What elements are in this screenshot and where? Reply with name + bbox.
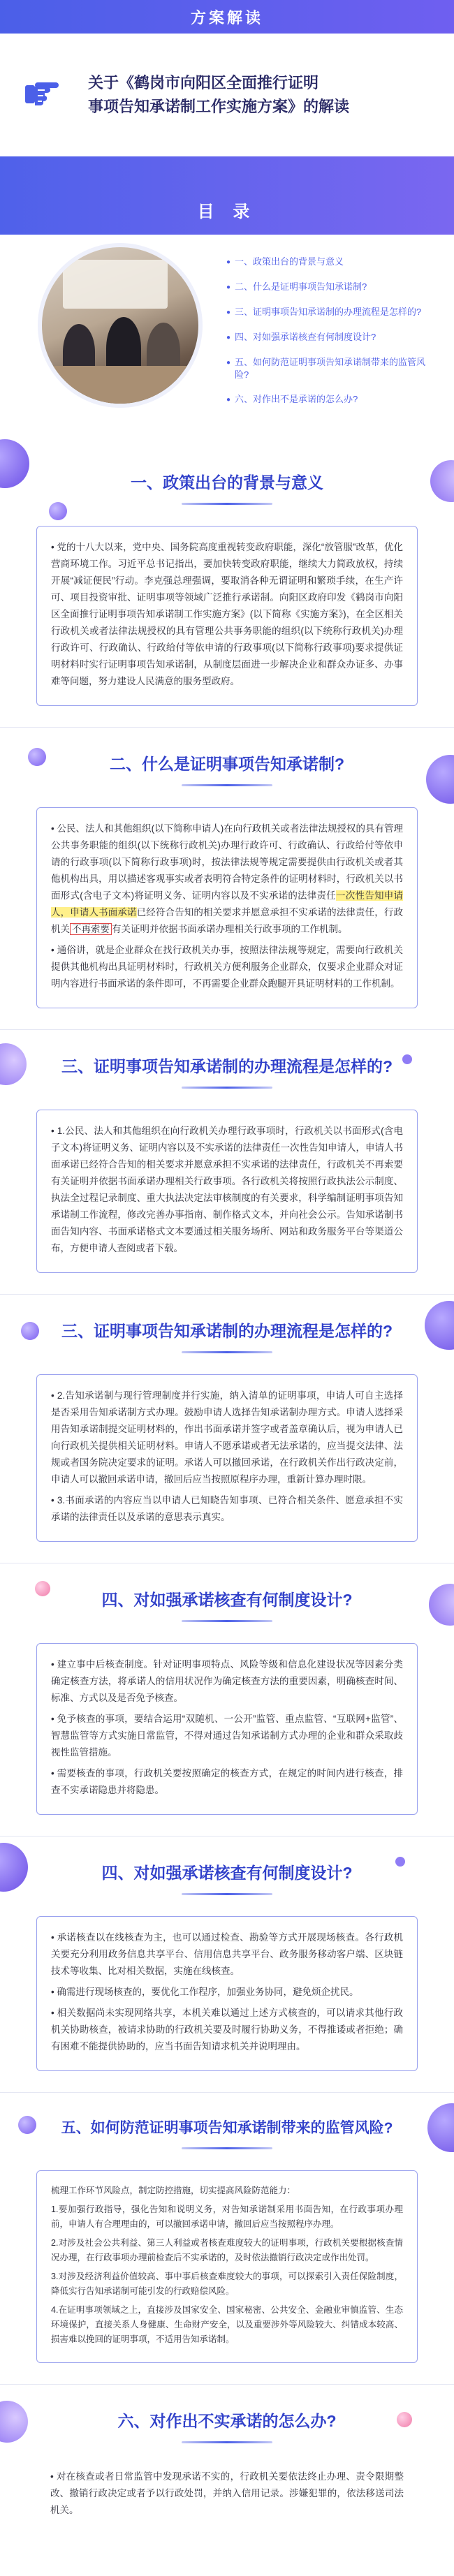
toc-item[interactable]: ● 六、对作出不是承诺的怎么办? — [226, 393, 426, 406]
toc — [0, 235, 454, 446]
section-3 — [0, 1029, 454, 1273]
section-title: 五、如何防范证明事项告知承诺制带来的监管风险? — [0, 2093, 454, 2163]
paragraph: • 确需进行现场核查的，要优化工作程序，加强业务协同，避免烦企扰民。 — [51, 1987, 359, 1997]
toc-item[interactable]: ● 四、对如强承诺核查有何制度设计? — [226, 331, 426, 344]
section-1 — [0, 446, 454, 706]
top-banner — [0, 0, 454, 34]
paragraph: • 需要核查的事项，行政机关要按照确定的核查方式，在规定的时间内进行核查，排查不实承诺隐患并将隐患。 — [51, 1768, 404, 1795]
paragraph: 4.在证明事项领域之上，直接涉及国家安全、国家秘密、公共安全、金融业审慎监管、生态环境保护，直接关系人身健康、生命财产安全，以及重要涉外等风险较大、纠错成本较高、损害难以挽回的证明事项，不适用告知承诺制。 — [51, 2305, 403, 2344]
bullet-icon: ● — [226, 334, 231, 341]
paragraph: • 建立事中后核查制度。针对证明事项特点、风险等级和信息化建设状况等因素分类确定核查方法，将承诺人的信用状况作为确定核查方法的重要因素，明确核查时间、标准、方式以及是否免予核查。 — [51, 1659, 404, 1703]
headline-line-1: 关于《鹤岗市向阳区全面推行证明 — [88, 74, 319, 91]
pointing-hand-icon — [21, 71, 60, 110]
paragraph: • 公民、法人和其他组织(以下简称申请人)在向行政机关或者法律法规授权的具有管理公共事务职能的组织(以下统称行政机关)办理行政许可、行政确认、行政给付等依申请的行政事项(以下简称行政事项)时，按法律法规等规定需要提供由行政机关或者其他机构出具，用以描述客观事实或者表明符合特定条件的证明材料时，行政机关以书面形式(含电子文本)将证明义务、证明内容以及不实承诺的法律责任一次性告知申请人，申请人书面承诺已经符合告知的相关要求并愿意承担不实承诺的法律责任，行政机关 不再索要 有关证明并依据书面承诺办理相关行政事项的工作机制。 — [51, 823, 403, 934]
paragraph: • 3.书面承诺的内容应当以申请人已知晓告知事项、已符合相关条件、愿意承担不实承诺的法律责任以及承诺的意思表示真实。 — [51, 1495, 403, 1522]
section-title: 三、证明事项告知承诺制的办理流程是怎样的? — [0, 1295, 454, 1367]
section-title: 六、对作出不实承诺的怎么办? — [0, 2385, 454, 2457]
section-5 — [0, 2092, 454, 2363]
bullet-icon: ● — [226, 396, 231, 404]
banner-title: 方案解读 — [190, 8, 263, 27]
bullet-icon: ● — [226, 359, 231, 367]
toc-item[interactable]: ● 五、如何防范证明事项告知承诺制带来的监管风险? — [226, 357, 426, 380]
section-content — [36, 1374, 418, 1542]
section-title: 一、政策出台的背景与意义 — [0, 446, 454, 519]
section-content — [36, 526, 418, 706]
section-content — [36, 1643, 418, 1815]
bullet-icon: ● — [226, 258, 231, 266]
meeting-photo — [42, 247, 198, 404]
section-title: 四、对如强承诺核查有何制度设计? — [0, 1563, 454, 1636]
section-content — [36, 2170, 418, 2363]
paragraph: • 相关数据尚未实现网络共享，本机关难以通过上述方式核查的，可以请求其他行政机关协助核查，被请求协助的行政机关要及时履行协助义务，不得推诿或者拒绝；确有困难不能提供协助的，应当书面告知请求机关并说明理由。 — [51, 2008, 404, 2052]
toc-item[interactable]: ● 二、什么是证明事项告知承诺制? — [226, 281, 426, 294]
headline-line-2: 事项告知承诺制工作实施方案》的解读 — [88, 98, 350, 115]
paragraph: • 党的十八大以来，党中央、国务院高度重视转变政府职能，深化“放管服”改革，优化营商环境工作。习近平总书记指出，要加快转变政府职能，继续大力简政放权，持续开展“减证便民”行动。李克强总理强调，要取消各种无谓证明和繁琐手续，在生产许可、项目投资审批、证明事项等领域广泛推行承诺制。向阳区政府印发《鹤岗市向阳区全面推行证明事项告知承诺制工作实施方案》(以下简称《实施方案》)，在全区相关行政机关或者法律法规授权的具有管理公共事务职能的组织(以下统称行政机关)办理行政许可、行政确认、行政给付等依申请的行政事项(以下简称行政事项)要求提供证明材料时实行证明事项告知承诺制，从制度层面进一步解决企业和群众办证多、办事难等问题，努力建设人民满意的服务型政府。 — [51, 542, 403, 686]
paragraph: 1.要加强行政指导，强化告知和说明义务，对告知承诺制采用书面告知，在行政事项办理前，申请人有合理理由的，可以撤回承诺申请，撤回后应当按照程序办理。 — [51, 2205, 403, 2229]
bullet-icon: ● — [226, 309, 231, 316]
section-content — [36, 807, 418, 1008]
section-content — [36, 2464, 418, 2534]
headline — [0, 34, 454, 147]
section-title: 四、对如强承诺核查有何制度设计? — [0, 1837, 454, 1909]
section-title: 三、证明事项告知承诺制的办理流程是怎样的? — [0, 1030, 454, 1103]
toc-band — [0, 156, 454, 235]
paragraph: 3.对涉及经济利益价值较高、事中事后核查难度较大的事项，可以探索引入责任保险制度，降低实行告知承诺制可能引发的行政赔偿风险。 — [51, 2272, 403, 2296]
bullet-icon: ● — [226, 284, 231, 291]
paragraph: • 免予核查的事项，要结合运用“双随机、一公开”监管、重点监管、“互联网+监管”、智慧监管等方式实施日常监管，不得对通过告知承诺制方式办理的企业和群众采取歧视性监管措施。 — [51, 1714, 403, 1758]
paragraph: 2.对涉及社会公共利益、第三人利益或者核查难度较大的证明事项，行政机关要根据核查情况办理，在行政事项办理前检查后不实承诺的，及时依法撤销行政决定或作出处罚。 — [51, 2238, 403, 2262]
section-4 — [0, 1563, 454, 1815]
section-6 — [0, 2384, 454, 2534]
section-4b — [0, 1836, 454, 2071]
paragraph: • 承诺核查以在线核查为主，也可以通过检查、勘验等方式开展现场核查。各行政机关要充分利用政务信息共享平台、信用信息共享平台、政务服务移动客户端、区块链技术等收集、比对相关数据，实施在线核查。 — [51, 1932, 404, 1976]
toc-item[interactable]: ● 三、证明事项告知承诺制的办理流程是怎样的? — [226, 306, 426, 319]
toc-item[interactable]: ● 一、政策出台的背景与意义 — [226, 256, 426, 269]
section-2 — [0, 727, 454, 1008]
paragraph: 梳理工作环节风险点，制定防控措施，切实提高风险防范能力： — [51, 2186, 296, 2195]
toc-list — [226, 253, 426, 418]
paragraph: • 1.公民、法人和其他组织在向行政机关办理行政事项时，行政机关以书面形式(含电子文本)将证明义务、证明内容以及不实承诺的法律责任一次性告知申请人，申请人书面承诺已经符合告知的相关要求并愿意承担不实承诺的法律责任，行政机关不再索要有关证明并依据书面承诺办理相关行政事项。各行政机关将按照行政执法公示制度、执法全过程记录制度、重大执法决定法审核制度的有关要求，科学编制证明事项告知承诺制工作流程，修改完善办事指南、制作格式文本，并向社会公示。告知承诺制书面告知内容、书面承诺格式文本要通过相关服务场所、网站和政务服务平台等渠道公布，方便申请人查阅或者下载。 — [51, 1126, 403, 1253]
section-3b — [0, 1294, 454, 1542]
paragraph: • 对在核查或者日常监管中发现承诺不实的，行政机关要依法终止办理、责令限期整改、撤销行政决定或者予以行政处罚，并纳入信用记录。涉嫌犯罪的，依法移送司法机关。 — [50, 2471, 404, 2515]
section-title: 二、什么是证明事项告知承诺制? — [0, 728, 454, 800]
section-content — [36, 1916, 418, 2071]
toc-title: 目 录 — [197, 203, 257, 221]
paragraph: • 通俗讲，就是企业群众在找行政机关办事，按照法律法规等规定，需要向行政机关提供其他机构出具证明材料时，行政机关方便利服务企业群众，仅要求企业群众对证明内容进行书面承诺的条件即可，不再需要企业群众跑腿开具证明材料的工作机制。 — [51, 945, 404, 989]
paragraph: • 2.告知承诺制与现行管理制度并行实施，纳入清单的证明事项，申请人可自主选择是否采用告知承诺制方式办理。鼓励申请人选择告知承诺制办理方式。申请人选择采用告知承诺制提交证明材料的，作出书面承诺并签字或者盖章确认后，视为申请人已向行政机关提供相关证明材料。申请人不愿承诺或者无法承诺的，应当提交法律、法规或者国务院决定要求的证明。承诺人可以撤回承诺，在行政机关作出行政决定前，申请人可以撤回承诺申请，撤回后应当按照原程序办理，重新计算办理时限。 — [51, 1390, 403, 1485]
section-content — [36, 1110, 418, 1273]
